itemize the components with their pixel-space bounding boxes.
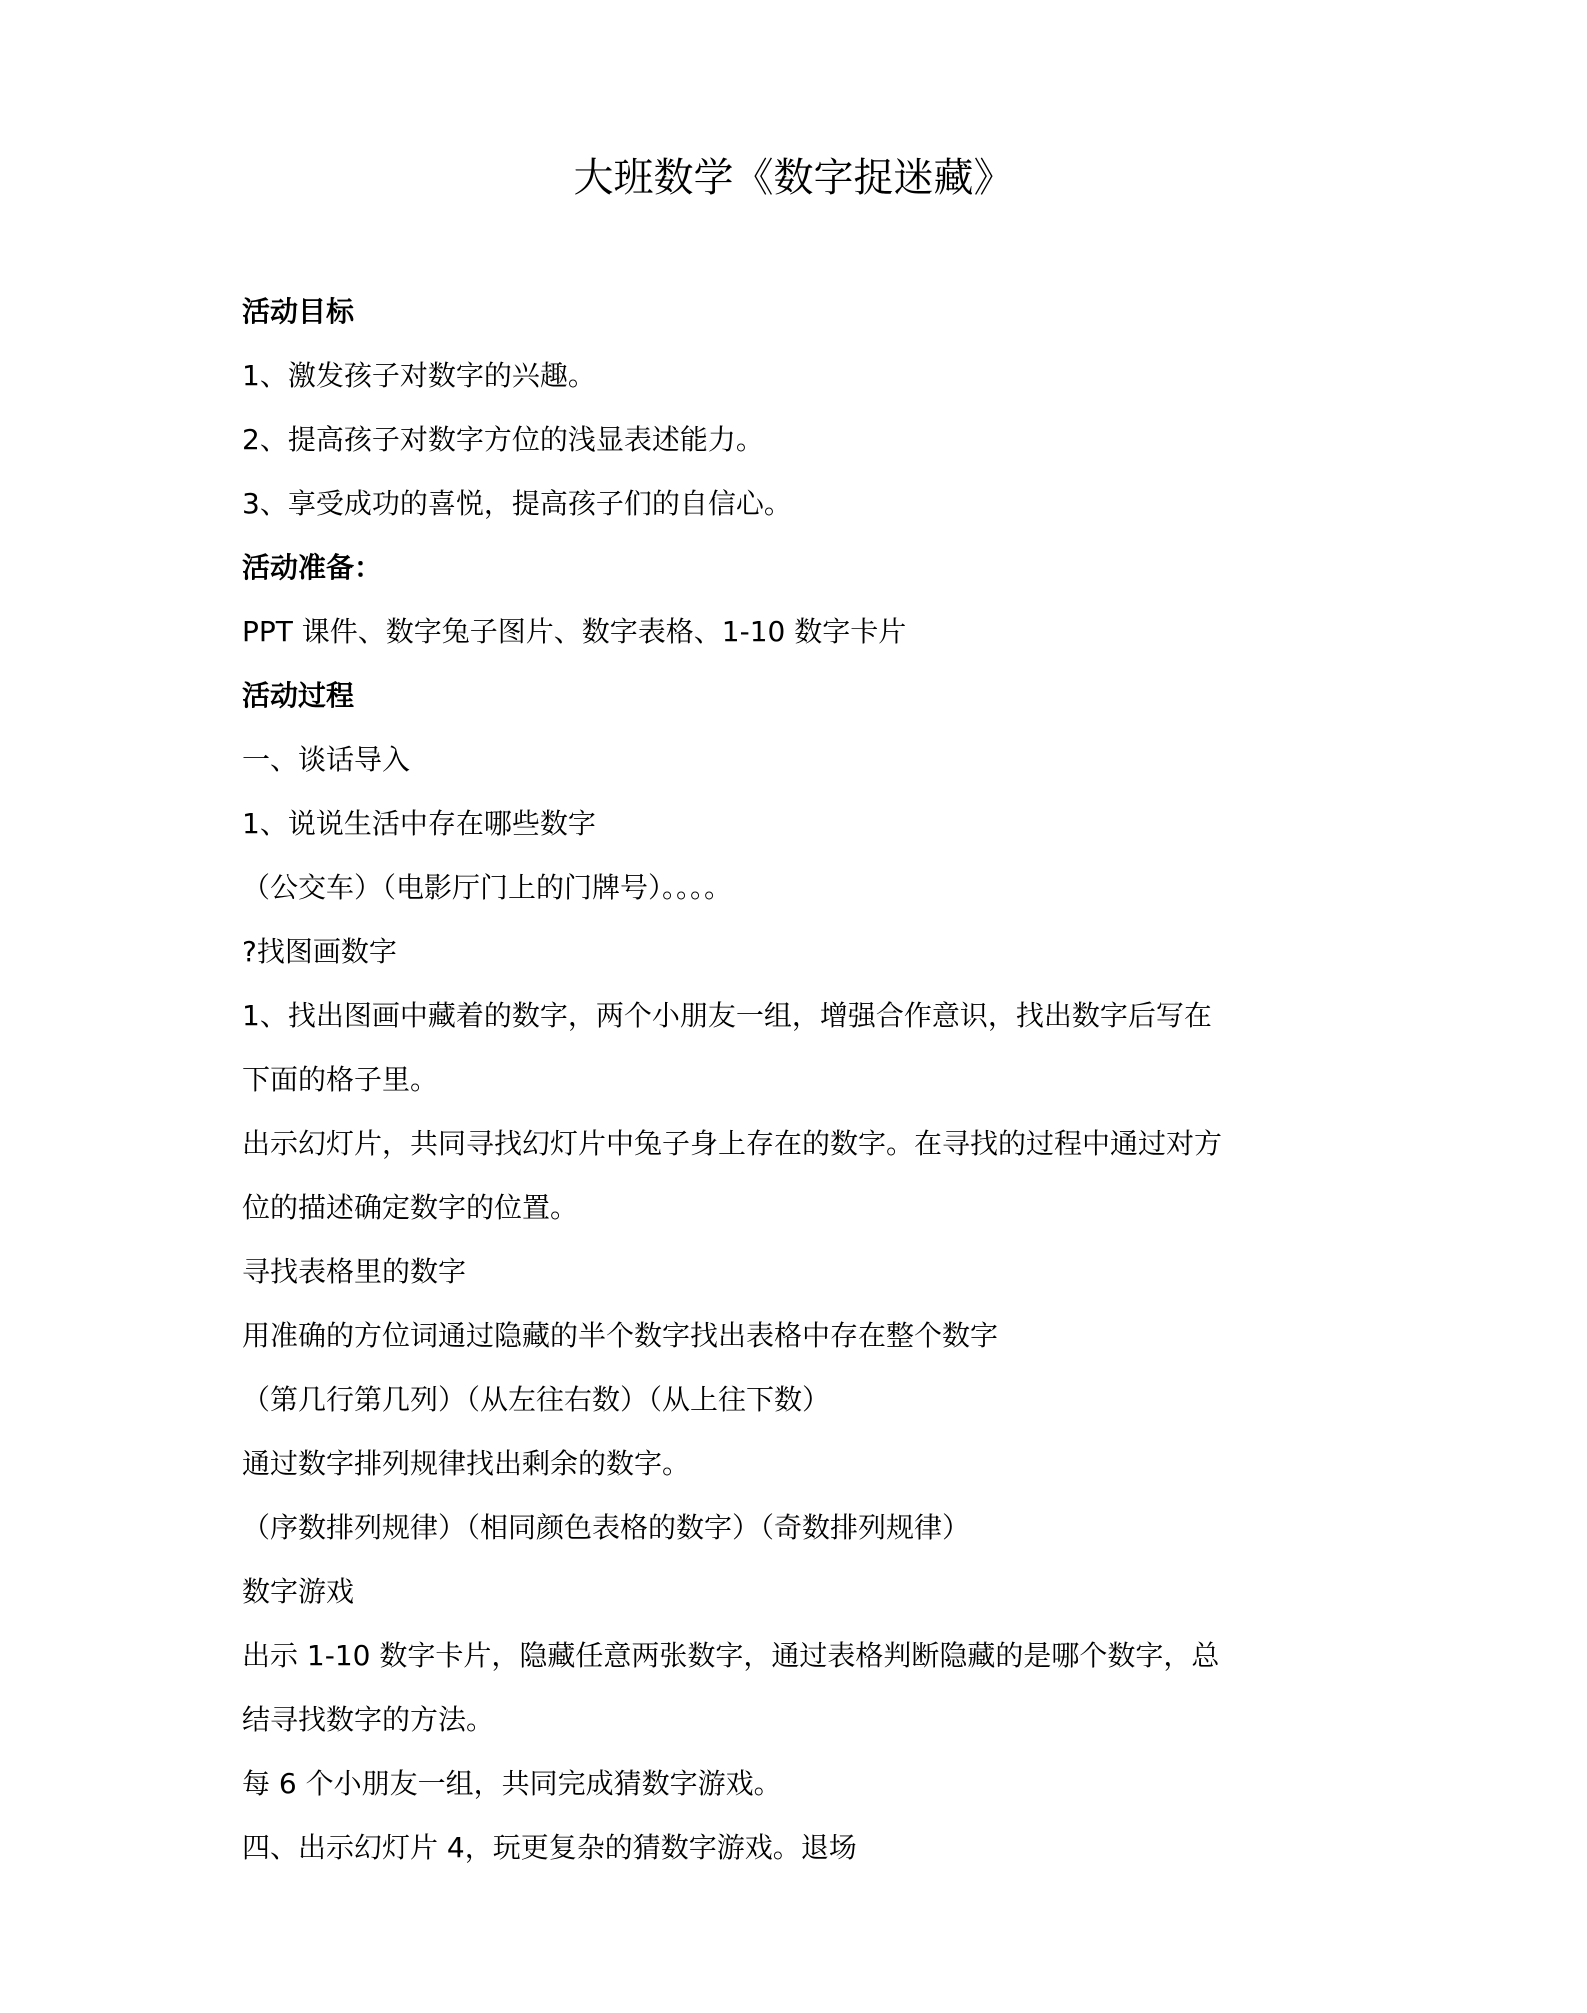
paragraph: （公交车）（电影厅门上的门牌号）。。。。 <box>242 871 733 904</box>
paragraph: 出示 1-10 数字卡片，隐藏任意两张数字，通过表格判断隐藏的是哪个数字，总 <box>242 1639 1220 1672</box>
section-heading-goals: 活动目标 <box>242 295 355 328</box>
paragraph: （第几行第几列）（从左往右数）（从上往下数） <box>242 1383 831 1416</box>
document-body <box>242 280 1352 1880</box>
paragraph: 一、谈话导入 <box>242 743 411 776</box>
paragraph: 寻找表格里的数字 <box>242 1255 467 1288</box>
paragraph: 1、说说生活中存在哪些数字 <box>242 807 596 840</box>
paragraph: 四、出示幻灯片 4，玩更复杂的猜数字游戏。退场 <box>242 1831 857 1864</box>
paragraph: 通过数字排列规律找出剩余的数字。 <box>242 1447 691 1480</box>
paragraph: （序数排列规律）（相同颜色表格的数字）（奇数排列规律） <box>242 1511 971 1544</box>
paragraph: 数字游戏 <box>242 1575 355 1608</box>
goal-item: 3、享受成功的喜悦，提高孩子们的自信心。 <box>242 487 792 520</box>
paragraph: 每 6 个小朋友一组，共同完成猜数字游戏。 <box>242 1767 782 1800</box>
paragraph: 下面的格子里。 <box>242 1063 439 1096</box>
paragraph: 用准确的方位词通过隐藏的半个数字找出表格中存在整个数字 <box>242 1319 999 1352</box>
goal-item: 1、激发孩子对数字的兴趣。 <box>242 359 596 392</box>
goal-item: 2、提高孩子对数字方位的浅显表述能力。 <box>242 423 764 456</box>
section-heading-process: 活动过程 <box>242 679 355 712</box>
paragraph: 出示幻灯片，共同寻找幻灯片中兔子身上存在的数字。在寻找的过程中通过对方 <box>242 1127 1223 1160</box>
paragraph: ?找图画数字 <box>242 935 397 968</box>
paragraph: 位的描述确定数字的位置。 <box>242 1191 579 1224</box>
paragraph: 结寻找数字的方法。 <box>242 1703 495 1736</box>
paragraph: 1、找出图画中藏着的数字，两个小朋友一组，增强合作意识，找出数字后写在 <box>242 999 1212 1032</box>
preparation-text: PPT 课件、数字兔子图片、数字表格、1-10 数字卡片 <box>242 615 907 648</box>
document-title: 大班数学《数字捉迷藏》 <box>573 155 1014 201</box>
section-heading-preparation: 活动准备： <box>242 551 383 584</box>
